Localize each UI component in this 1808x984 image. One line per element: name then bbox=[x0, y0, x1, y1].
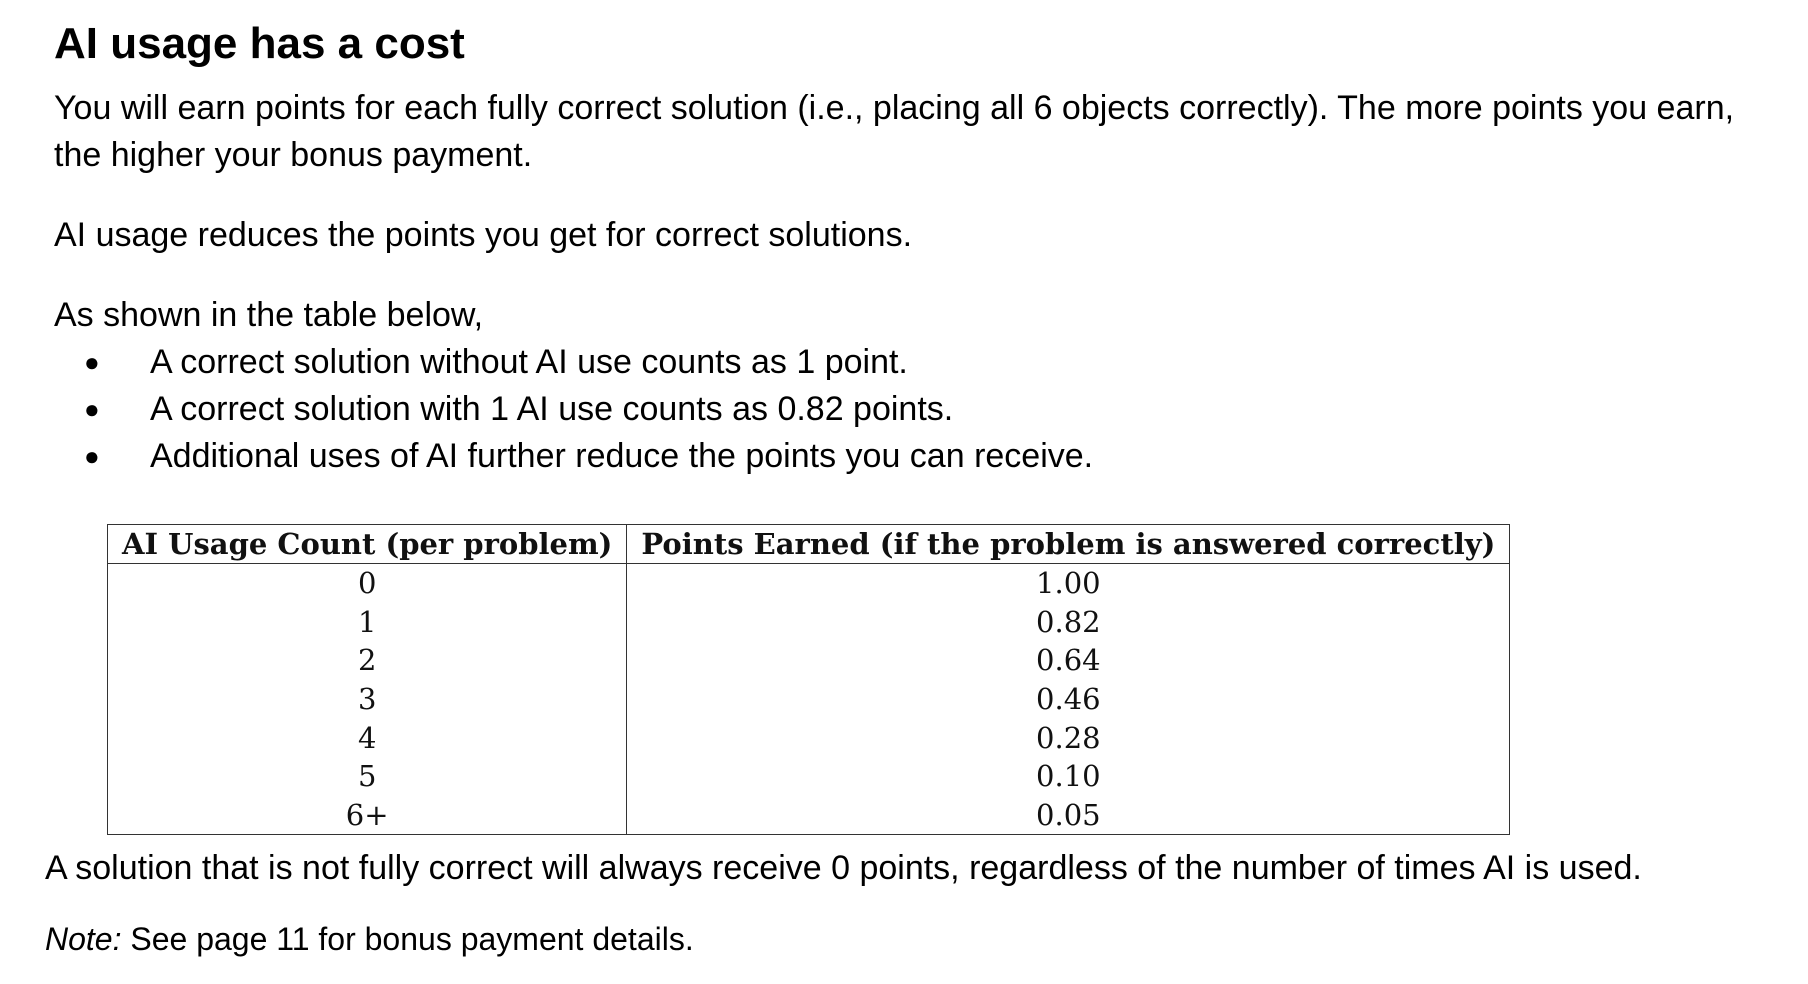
points-cell: 0.28 bbox=[627, 718, 1510, 757]
list-item bbox=[54, 386, 1093, 433]
bullet-icon: ● bbox=[84, 347, 100, 377]
intro-line-2: the higher your bonus payment. bbox=[54, 136, 533, 174]
points-table-container bbox=[107, 524, 1510, 835]
table-row bbox=[108, 796, 1510, 835]
points-cell: 0.10 bbox=[627, 757, 1510, 796]
intro-paragraph bbox=[54, 85, 1734, 179]
incorrect-solution-note: A solution that is not fully correct will always receive 0 points, regardless of the number of times AI is used. bbox=[45, 849, 1642, 887]
bullet-icon: ● bbox=[84, 394, 100, 424]
header-points-earned: Points Earned (if the problem is answered correctly) bbox=[627, 525, 1510, 564]
points-cell: 0.46 bbox=[627, 680, 1510, 719]
table-row bbox=[108, 757, 1510, 796]
list-item-text: Additional uses of AI further reduce the points you can receive. bbox=[150, 437, 1094, 475]
table-row bbox=[108, 564, 1510, 603]
points-cell: 0.05 bbox=[627, 796, 1510, 835]
table-header-row bbox=[108, 525, 1510, 564]
lead-in-paragraph: As shown in the table below, bbox=[54, 296, 484, 334]
table-row bbox=[108, 680, 1510, 719]
page-title: AI usage has a cost bbox=[54, 19, 465, 68]
list-item-text: A correct solution with 1 AI use counts as 0.82 points. bbox=[150, 390, 954, 428]
usage-count-cell: 3 bbox=[108, 680, 627, 719]
bullet-icon: ● bbox=[84, 441, 100, 471]
usage-count-cell: 6+ bbox=[108, 796, 627, 835]
header-ai-usage-count: AI Usage Count (per problem) bbox=[108, 525, 627, 564]
bullet-list bbox=[54, 339, 1093, 480]
points-cell: 1.00 bbox=[627, 564, 1510, 603]
points-table bbox=[107, 524, 1510, 835]
intro-line-1: You will earn points for each fully correct solution (i.e., placing all 6 objects correctly). The more points you earn, bbox=[54, 89, 1735, 127]
usage-count-cell: 1 bbox=[108, 603, 627, 642]
note-text: See page 11 for bonus payment details. bbox=[121, 921, 694, 957]
usage-count-cell: 0 bbox=[108, 564, 627, 603]
reduction-paragraph: AI usage reduces the points you get for correct solutions. bbox=[54, 216, 913, 254]
table-row bbox=[108, 641, 1510, 680]
note-label: Note: bbox=[45, 921, 122, 957]
usage-count-cell: 5 bbox=[108, 757, 627, 796]
list-item bbox=[54, 339, 1093, 386]
list-item bbox=[54, 433, 1093, 480]
table-row bbox=[108, 603, 1510, 642]
bonus-note bbox=[45, 917, 694, 961]
table-row bbox=[108, 718, 1510, 757]
list-item-text: A correct solution without AI use counts as 1 point. bbox=[150, 343, 908, 381]
points-cell: 0.64 bbox=[627, 641, 1510, 680]
usage-count-cell: 4 bbox=[108, 718, 627, 757]
usage-count-cell: 2 bbox=[108, 641, 627, 680]
points-cell: 0.82 bbox=[627, 603, 1510, 642]
